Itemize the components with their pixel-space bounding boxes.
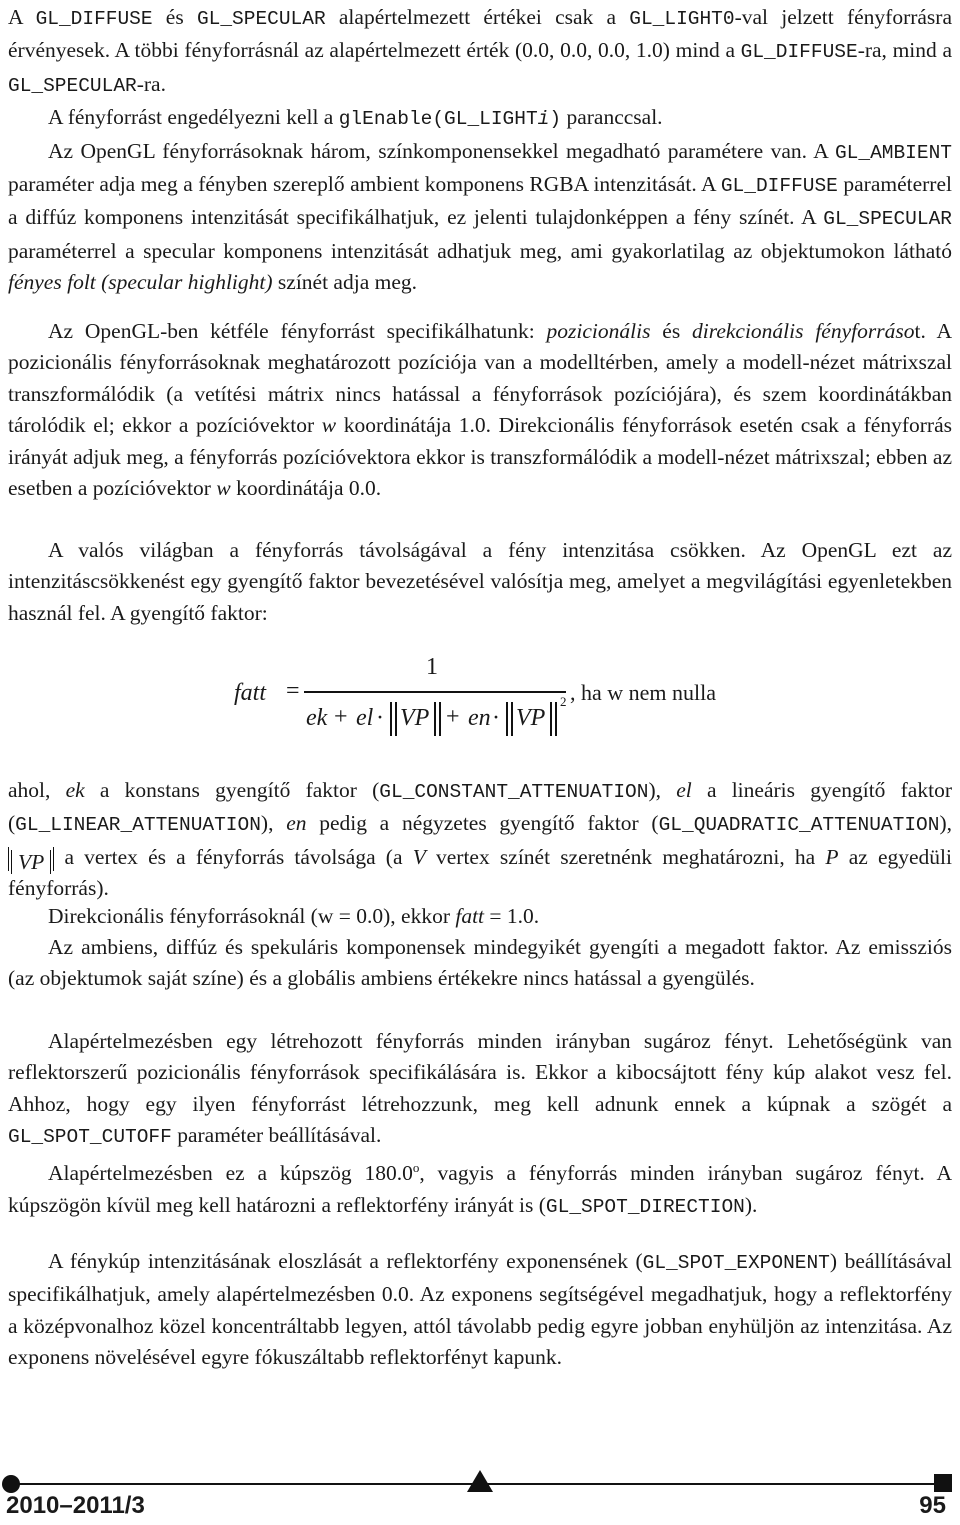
norm-bar (506, 702, 508, 736)
paragraph-attenuation-effect: Az ambiens, diffúz és spekuláris komponensek mindegyikét gyengíti a megadott faktor. Az emissziós (az objektumok saját színe) és a globális ambiens értékekre nincs hatással a gyengülés. (8, 935, 952, 991)
paragraph-spotlight: Alapértelmezésben egy létrehozott fényforrás minden irányban sugároz fényt. Lehetőségünk van reflektorszerű pozicionális fényforrások specifikálására is. Ekkor a kibocsájtott fény kúp alakot vesz fel. Ahhoz, hogy egy ilyen fényforrást létrehozzunk, meg kell adnunk ennek a kúpnak a szögét a GL_SPOT_CUTOFF paraméter beállításával. (8, 1029, 952, 1149)
circle-icon (2, 1475, 20, 1493)
paragraph-attenuation-terms: ahol, ek a konstans gyengítő faktor (GL_CONSTANT_ATTENUATION), el a lineáris gyengítő faktor (GL_LINEAR_ATTENUATION), en pedig a négyzetes gyengítő faktor (GL_QUADRATIC_ATTENUATION), VP a vertex és a fényforrás távolsága (a V vertex színét szeretnénk meghatározni, ha P az egyedüli fényforrás). (8, 778, 952, 901)
attenuation-formula (234, 654, 794, 750)
triangle-icon (467, 1470, 493, 1492)
formula-numerator: 1 (426, 654, 438, 680)
paragraph-attenuation-intro: A valós világban a fényforrás távolságával a fény intenzitása csökken. Az OpenGL ezt az intenzitáscsökkenést egy gyengítő faktor bevezetésével valósítja meg, amelyet a megvilágítási egyenletekben használ fel. A gyengítő faktor: (8, 538, 952, 625)
formula-eq: = (286, 678, 300, 704)
formula-vp1: VP (400, 705, 430, 731)
norm-bar (439, 702, 441, 736)
norm-bar (390, 702, 392, 736)
page-footer (0, 1470, 960, 1525)
formula-plus1: + (334, 704, 348, 730)
page-number: 95 (919, 1492, 946, 1519)
paragraph-defaults: A GL_DIFFUSE és GL_SPECULAR alapértelmezett értékei csak a GL_LIGHT0-val jelzett fényforrásra érvényesek. A többi fényforrásnál az alapértelmezett érték (0.0, 0.0, 0.0, 1.0) mind a GL_DIFFUSE-ra, mind a GL_SPECULAR-ra. A fényforrást engedélyezni kell a glEnable(GL_LIGHTi) paranccsal. Az OpenGL fényforrásoknak három, színkomponensekkel megadható paramétere van. A GL_AMBIENT paraméter adja meg a fényben szereplő ambient komponens RGBA intenzitását. A GL_DIFFUSE paraméterrel a diffúz komponens intenzitását specifikálhatjuk, ez jelenti tulajdonképpen a fény színét. A GL_SPECULAR paraméterrel a specular komponens intenzitását adhatjuk meg, ami gyakorlatilag az objektumokon látható fényes folt (specular highlight) színét adja meg. (8, 5, 953, 295)
norm-bar (555, 702, 557, 736)
formula-dot1: · (376, 705, 384, 731)
norm-bar (550, 702, 552, 736)
formula-square: 2 (560, 694, 567, 709)
paragraph-spot-cutoff: Alapértelmezésben ez a kúpszög 180.0$^o$, vagyis a fényforrás minden irányban sugároz fényt. A kúpszögön kívül meg kell határozni a reflektorfény irányát is (GL_SPOT_DIRECTION). (8, 1160, 952, 1218)
paragraph-directional-fatt: Direkcionális fényforrásoknál (w = 0.0), ekkor fatt = 1.0. (48, 904, 540, 928)
formula-lhs: fatt (234, 680, 267, 706)
paragraph-spot-exponent: A fénykúp intenzitásának eloszlását a reflektorfény exponensének (GL_SPOT_EXPONENT) beállításával specifikálhatjuk, amely alapértelmezésben 0.0. Az exponens segítségével megadhatjuk, hogy a reflektorfény a középvonalhoz közel koncentráltabb legyen, attól távolabb pedig egyre jobban enyhüljön az intenzitása. Az exponens növelésével egyre fókuszáltabb reflektorfényt kapunk. (8, 1249, 953, 1370)
formula-condition: , ha w nem nulla (570, 680, 717, 705)
formula-el: el (356, 705, 374, 731)
formula-ek: ek (306, 705, 328, 731)
issue-number: 2010–2011/3 (6, 1492, 145, 1519)
norm-bar (395, 702, 397, 736)
formula-vp2: VP (516, 705, 546, 731)
norm-bar (434, 702, 436, 736)
paragraph-light-types: Az OpenGL-ben kétféle fényforrást specifikálhatunk: pozicionális és direkcionális fényforrásot. A pozicionális fényforrásoknak meghatározott pozíciója van a modelltérben, amely a modell-nézet mátrixszal transzformálódik (a vetítési mátrix nincs hatással a fényforrások pozíciójára), és szem koordinátákban tárolódik el; ekkor a pozícióvektor w koordinátája 1.0. Direkcionális fényforrások esetén csak a fényforrás irányát adjuk meg, a fényforrás pozícióvektora ekkor is transzformálódik a modell-nézet mátrixszal; ebben az esetben a pozícióvektor w koordinátája 0.0. (8, 319, 952, 501)
formula-dot2: · (492, 705, 500, 731)
formula-plus2: + (446, 704, 460, 730)
square-icon (934, 1474, 952, 1492)
norm-bar (511, 702, 513, 736)
fraction-bar (304, 691, 566, 693)
formula-en: en (468, 705, 491, 731)
